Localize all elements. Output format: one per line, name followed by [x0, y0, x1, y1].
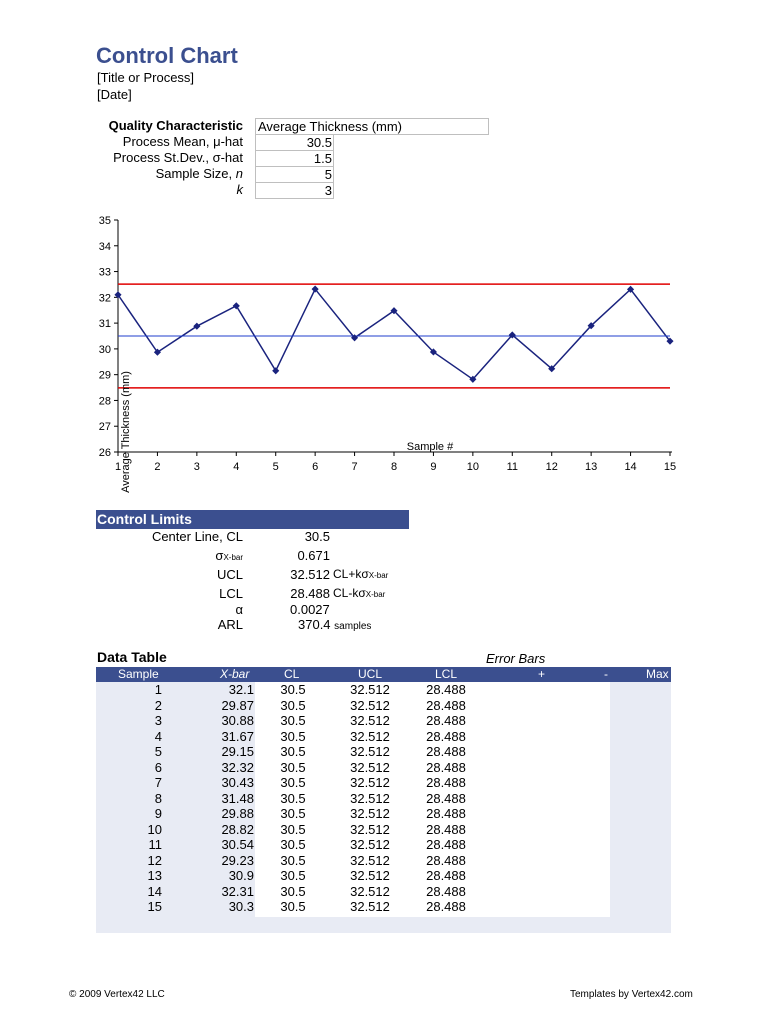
table-row: [96, 713, 671, 729]
alpha-label: α: [235, 602, 243, 617]
y-tick-label: 27: [98, 421, 111, 434]
cell-cl[interactable]: 30.5: [280, 806, 306, 821]
lcl-label: LCL: [219, 586, 243, 601]
col-max-header: Max: [646, 667, 669, 681]
cell-xbar[interactable]: 31.67: [221, 728, 254, 744]
control-limits-header: Control Limits: [96, 510, 409, 529]
cell-ucl[interactable]: 32.512: [350, 883, 390, 899]
ucl-label: UCL: [216, 567, 243, 582]
table-row: [96, 698, 671, 714]
center-line-value: 30.5: [304, 529, 330, 544]
y-tick-label: 29: [98, 369, 111, 382]
xbar-series-line: [118, 289, 670, 379]
cell-lcl[interactable]: 28.488: [426, 759, 466, 775]
cell-xbar[interactable]: 30.9: [228, 868, 254, 883]
alpha-value: 0.0027: [290, 602, 330, 617]
data-table-body: [96, 682, 671, 915]
cell-xbar[interactable]: 31.48: [221, 790, 254, 806]
y-tick-label: 28: [98, 395, 111, 408]
cell-sample[interactable]: 5: [154, 744, 162, 759]
cell-xbar[interactable]: 29.88: [221, 806, 254, 821]
cell-sample[interactable]: 12: [147, 852, 162, 868]
cell-lcl[interactable]: 28.488: [426, 899, 466, 914]
col-lcl-header: LCL: [435, 667, 458, 681]
k-label: k: [236, 182, 243, 197]
x-tick-label: 6: [312, 461, 319, 473]
data-table-title: Data Table: [97, 649, 167, 665]
x-axis-label: Sample #: [406, 441, 454, 453]
cell-cl[interactable]: 30.5: [280, 790, 306, 806]
cell-cl[interactable]: 30.5: [280, 883, 306, 899]
cell-xbar[interactable]: 30.54: [221, 837, 254, 852]
cell-xbar[interactable]: 30.88: [221, 713, 254, 728]
cell-ucl[interactable]: 32.512: [350, 852, 390, 868]
data-table-footer-shade: [96, 917, 671, 933]
y-axis-label: Average Thickness (mm): [120, 371, 132, 493]
cell-ucl[interactable]: 32.512: [350, 744, 390, 759]
col-xbar-header: X-bar: [220, 667, 250, 681]
x-tick-label: 13: [585, 461, 598, 473]
arl-value: 370.4 samples: [298, 617, 372, 632]
cell-sample[interactable]: 6: [154, 759, 162, 775]
cell-cl[interactable]: 30.5: [280, 728, 306, 744]
y-tick-label: 34: [98, 240, 111, 253]
cell-xbar[interactable]: 29.87: [221, 697, 254, 713]
cell-ucl[interactable]: 32.512: [350, 790, 390, 806]
cell-sample[interactable]: 15: [147, 899, 162, 914]
x-tick-label: 2: [154, 461, 161, 473]
cell-ucl[interactable]: 32.512: [350, 806, 390, 821]
vertex42-link[interactable]: Templates by Vertex42.com: [570, 989, 693, 1000]
cell-cl[interactable]: 30.5: [280, 775, 306, 790]
table-row: [96, 744, 671, 760]
cell-sample[interactable]: 9: [154, 806, 162, 821]
cell-sample[interactable]: 7: [154, 775, 162, 790]
col-plus-header: +: [538, 667, 546, 681]
cell-sample[interactable]: 8: [154, 790, 162, 806]
cell-ucl[interactable]: 32.512: [350, 713, 390, 728]
table-row: [96, 884, 671, 900]
cell-cl[interactable]: 30.5: [280, 899, 306, 914]
x-tick-label: 8: [390, 461, 398, 473]
quality-characteristic-label: Quality Characteristic: [108, 118, 243, 133]
cell-cl[interactable]: 30.5: [280, 868, 306, 883]
copyright-text: © 2009 Vertex42 LLC: [69, 989, 165, 1000]
table-row: [96, 806, 671, 822]
x-tick-label: 12: [545, 461, 558, 473]
cell-ucl[interactable]: 32.512: [350, 697, 390, 713]
center-line-label: Center Line, CL: [151, 529, 243, 544]
cell-sample[interactable]: 1: [154, 682, 162, 697]
x-tick-label: 10: [466, 461, 479, 473]
col-ucl-header: UCL: [358, 667, 383, 681]
table-row: [96, 868, 671, 884]
cell-xbar[interactable]: 32.31: [221, 883, 254, 899]
cell-cl[interactable]: 30.5: [280, 852, 306, 868]
process-title[interactable]: [Title or Process]: [97, 70, 195, 85]
page-title: Control Chart: [96, 43, 238, 68]
cell-ucl[interactable]: 32.512: [350, 728, 390, 744]
cell-ucl[interactable]: 32.512: [350, 759, 390, 775]
cell-xbar[interactable]: 28.82: [221, 821, 254, 837]
cell-ucl[interactable]: 32.512: [350, 775, 390, 790]
cell-lcl[interactable]: 28.488: [426, 697, 466, 713]
cell-cl[interactable]: 30.5: [280, 713, 306, 728]
cell-sample[interactable]: 2: [154, 697, 162, 713]
table-row: [96, 791, 671, 807]
cell-sample[interactable]: 3: [154, 713, 162, 728]
cell-lcl[interactable]: 28.488: [426, 775, 466, 790]
cell-ucl[interactable]: 32.512: [350, 837, 390, 852]
y-tick-label: 26: [98, 447, 111, 459]
cell-xbar[interactable]: 32.1: [228, 682, 254, 697]
cell-sample[interactable]: 4: [154, 728, 162, 744]
cell-cl[interactable]: 30.5: [280, 837, 306, 852]
x-tick-label: 1: [114, 461, 122, 473]
cell-ucl[interactable]: 32.512: [350, 868, 390, 883]
process-stdev-label: Process St.Dev., σ-hat: [113, 150, 243, 165]
x-tick-label: 5: [272, 461, 279, 473]
cell-cl[interactable]: 30.5: [280, 759, 306, 775]
sigma-xbar-value: 0.671: [297, 548, 330, 563]
ucl-formula: CL+kσX-bar: [333, 567, 389, 581]
cell-xbar[interactable]: 29.15: [221, 744, 254, 759]
table-row: [96, 775, 671, 791]
cell-lcl[interactable]: 28.488: [426, 744, 466, 759]
cell-xbar[interactable]: 29.23: [221, 852, 254, 868]
x-tick-label: 9: [430, 461, 437, 473]
y-tick-label: 30: [98, 343, 111, 356]
table-row: [96, 837, 671, 853]
cell-lcl[interactable]: 28.488: [426, 852, 466, 868]
quality-characteristic-input[interactable]: Average Thickness (mm): [255, 118, 489, 135]
cell-cl[interactable]: 30.5: [280, 682, 306, 697]
process-mean-label: Process Mean, μ-hat: [122, 134, 243, 149]
cell-xbar[interactable]: 30.3: [228, 899, 254, 914]
cell-lcl[interactable]: 28.488: [426, 713, 466, 728]
table-row: [96, 822, 671, 838]
cell-ucl[interactable]: 32.512: [350, 682, 390, 697]
cell-xbar[interactable]: 30.43: [221, 775, 254, 790]
col-minus-header: -: [604, 667, 608, 681]
cell-sample[interactable]: 14: [147, 883, 162, 899]
cell-sample[interactable]: 10: [147, 821, 162, 837]
cell-sample[interactable]: 11: [148, 837, 162, 852]
process-mean-input[interactable]: 30.5: [255, 134, 334, 151]
ucl-value: 32.512: [290, 567, 330, 582]
col-cl-header: CL: [284, 667, 300, 681]
x-tick-label: 7: [351, 461, 358, 473]
table-row: [96, 899, 671, 915]
cell-lcl[interactable]: 28.488: [426, 868, 466, 883]
cell-lcl[interactable]: 28.488: [426, 806, 466, 821]
x-tick-label: 4: [233, 461, 240, 473]
error-bars-title: Error Bars: [486, 651, 546, 666]
lcl-value: 28.488: [290, 586, 330, 601]
cell-xbar[interactable]: 32.32: [221, 759, 254, 775]
y-tick-label: 33: [98, 266, 111, 279]
x-tick-label: 15: [663, 461, 677, 473]
cell-lcl[interactable]: 28.488: [426, 883, 466, 899]
x-tick-label: 3: [193, 461, 200, 473]
cell-ucl[interactable]: 32.512: [350, 821, 390, 837]
cell-lcl[interactable]: 28.488: [426, 821, 466, 837]
data-table-header: [96, 667, 671, 682]
x-tick-label: 14: [624, 461, 637, 473]
cell-sample[interactable]: 13: [147, 868, 162, 883]
col-sample-header: Sample: [118, 667, 159, 681]
cell-cl[interactable]: 30.5: [280, 697, 306, 713]
cell-ucl[interactable]: 32.512: [350, 899, 390, 914]
table-row: [96, 729, 671, 745]
cell-lcl[interactable]: 28.488: [426, 728, 466, 744]
table-row: [96, 760, 671, 776]
x-tick-label: 11: [506, 461, 518, 473]
y-tick-label: 35: [98, 215, 111, 227]
control-chart: [0, 205, 768, 505]
cell-cl[interactable]: 30.5: [280, 744, 306, 759]
y-tick-label: 32: [98, 292, 111, 305]
y-tick-label: 31: [98, 318, 111, 331]
table-row: [96, 853, 671, 869]
cell-cl[interactable]: 30.5: [280, 821, 306, 837]
arl-label: ARL: [217, 617, 243, 632]
sample-size-input[interactable]: 5: [255, 166, 334, 183]
cell-lcl[interactable]: 28.488: [426, 837, 466, 852]
cell-lcl[interactable]: 28.488: [426, 682, 466, 697]
table-row: [96, 682, 671, 698]
cell-lcl[interactable]: 28.488: [426, 790, 466, 806]
k-input[interactable]: 3: [255, 182, 334, 199]
lcl-formula: CL-kσX-bar: [333, 586, 386, 600]
process-stdev-input[interactable]: 1.5: [255, 150, 334, 167]
date-field[interactable]: [Date]: [97, 87, 132, 102]
sample-size-label: Sample Size, n: [155, 166, 243, 181]
sigma-xbar-label: σX-bar: [215, 548, 243, 563]
